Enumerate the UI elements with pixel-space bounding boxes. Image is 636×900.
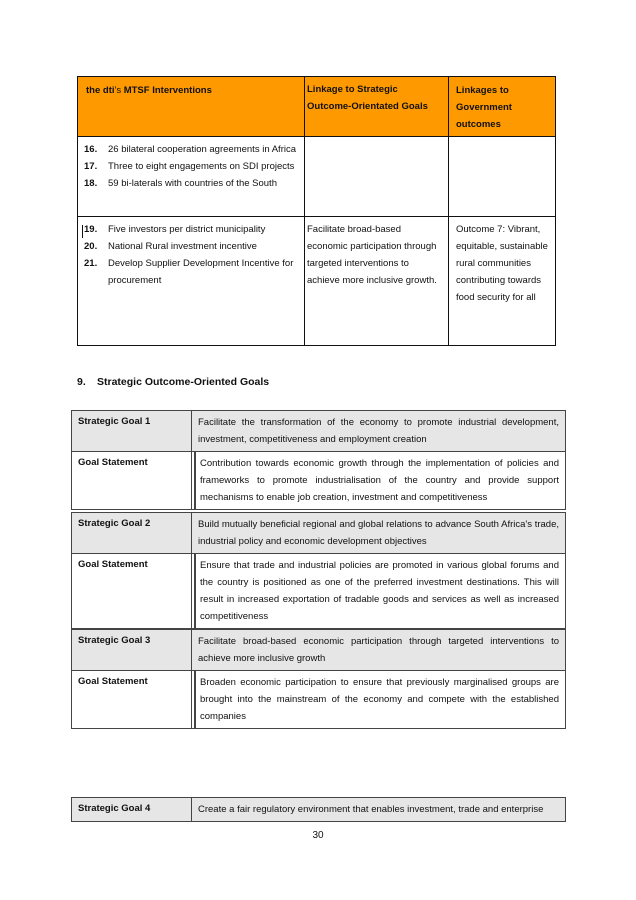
goal-statement-label: Goal Statement (72, 671, 192, 728)
goal-header-row (72, 630, 565, 670)
linkage-outcome-cell: Outcome 7: Vibrant, equitable, sustainable rural communities contributing towards food security for all (456, 224, 548, 303)
linkage-goal-cell (305, 137, 449, 216)
list-item (84, 255, 298, 289)
strategic-goal-4-table (71, 797, 566, 822)
item-number: 17. (84, 161, 98, 172)
item-number: 19. (84, 224, 98, 235)
header-linkage-goals: Linkage to Strategic Outcome-Orientated Goals (305, 77, 449, 136)
goal-statement-row (72, 670, 565, 728)
item-text: Three to eight engagements on SDI projects (108, 161, 295, 172)
goal-text: Create a fair regulatory environment that enables investment, trade and enterprise (198, 804, 544, 815)
linkage-outcome-cell (449, 137, 555, 216)
goal-label: Strategic Goal 2 (72, 513, 192, 553)
header-dti-bold: the dti (86, 85, 115, 96)
item-text: Develop Supplier Development Incentive for procurement (108, 258, 294, 286)
list-item (84, 158, 298, 175)
section-number: 9. (77, 376, 86, 388)
mtsf-interventions-table (77, 76, 556, 346)
interventions-cell (78, 217, 305, 345)
goal-statement-text: Broaden economic participation to ensure that previously marginalised groups are brought into the mainstream of the economy and compete with the established companies (194, 671, 565, 728)
section-heading (77, 376, 269, 388)
list-item (84, 238, 298, 255)
text-cursor (82, 225, 83, 238)
goal-text: Facilitate the transformation of the economy to promote industrial development, investment, competitiveness and employment creation (198, 417, 559, 445)
item-text: National Rural investment incentive (108, 241, 257, 252)
linkage-goal-cell: Facilitate broad-based economic participation through targeted interventions to achieve more inclusive growth. (305, 217, 449, 345)
goal-label: Strategic Goal 3 (72, 630, 192, 670)
item-text: 59 bi-laterals with countries of the South (108, 178, 277, 189)
strategic-goal-3-table (71, 629, 566, 729)
list-item (84, 175, 298, 192)
goal-text: Facilitate broad-based economic participation through targeted interventions to achieve more inclusive growth (198, 636, 559, 664)
table-header-row (78, 77, 555, 136)
section-title: Strategic Outcome-Oriented Goals (97, 376, 270, 388)
goal-statement-label: Goal Statement (72, 554, 192, 628)
page-number: 30 (312, 830, 324, 841)
strategic-goal-2-table (71, 512, 566, 629)
table-row (78, 216, 555, 345)
list-item (84, 141, 298, 158)
goal-header-row (72, 513, 565, 553)
item-text: Five investors per district municipality (108, 224, 266, 235)
table-row (78, 136, 555, 216)
header-interventions (78, 77, 305, 136)
item-number: 20. (84, 241, 98, 252)
goal-label: Strategic Goal 1 (72, 411, 192, 451)
goal-statement-text: Contribution towards economic growth through the implementation of policies and frameworks to promote industrialisation of the country and provide support mechanisms to enable job creation, investment and competitiveness (194, 452, 565, 509)
item-number: 21. (84, 258, 98, 269)
strategic-goal-1-table (71, 410, 566, 510)
list-item (84, 221, 298, 238)
goal-statement-text: Ensure that trade and industrial policies are promoted in various global forums and the country is positioned as one of the preferred investment destinations. This will result in increased exportation of tradable goods and services as well as increased competitiveness (194, 554, 565, 628)
goal-statement-label: Goal Statement (72, 452, 192, 509)
header-linkage-outcomes: Linkages to Government outcomes (456, 85, 512, 130)
goal-statement-row (72, 553, 565, 628)
header-mtsf-label: MTSF Interventions (121, 85, 212, 96)
goal-header-row (72, 411, 565, 451)
item-number: 16. (84, 144, 98, 155)
goal-statement-row (72, 451, 565, 509)
goal-text: Build mutually beneficial regional and global relations to advance South Africa's trade, industrial policy and economic development objectives (198, 519, 559, 547)
interventions-cell (78, 137, 305, 216)
header-possessive: 's (114, 85, 122, 96)
item-number: 18. (84, 178, 98, 189)
item-text: 26 bilateral cooperation agreements in Africa (108, 144, 297, 155)
goal-header-row (72, 798, 565, 821)
goal-label: Strategic Goal 4 (72, 798, 192, 821)
